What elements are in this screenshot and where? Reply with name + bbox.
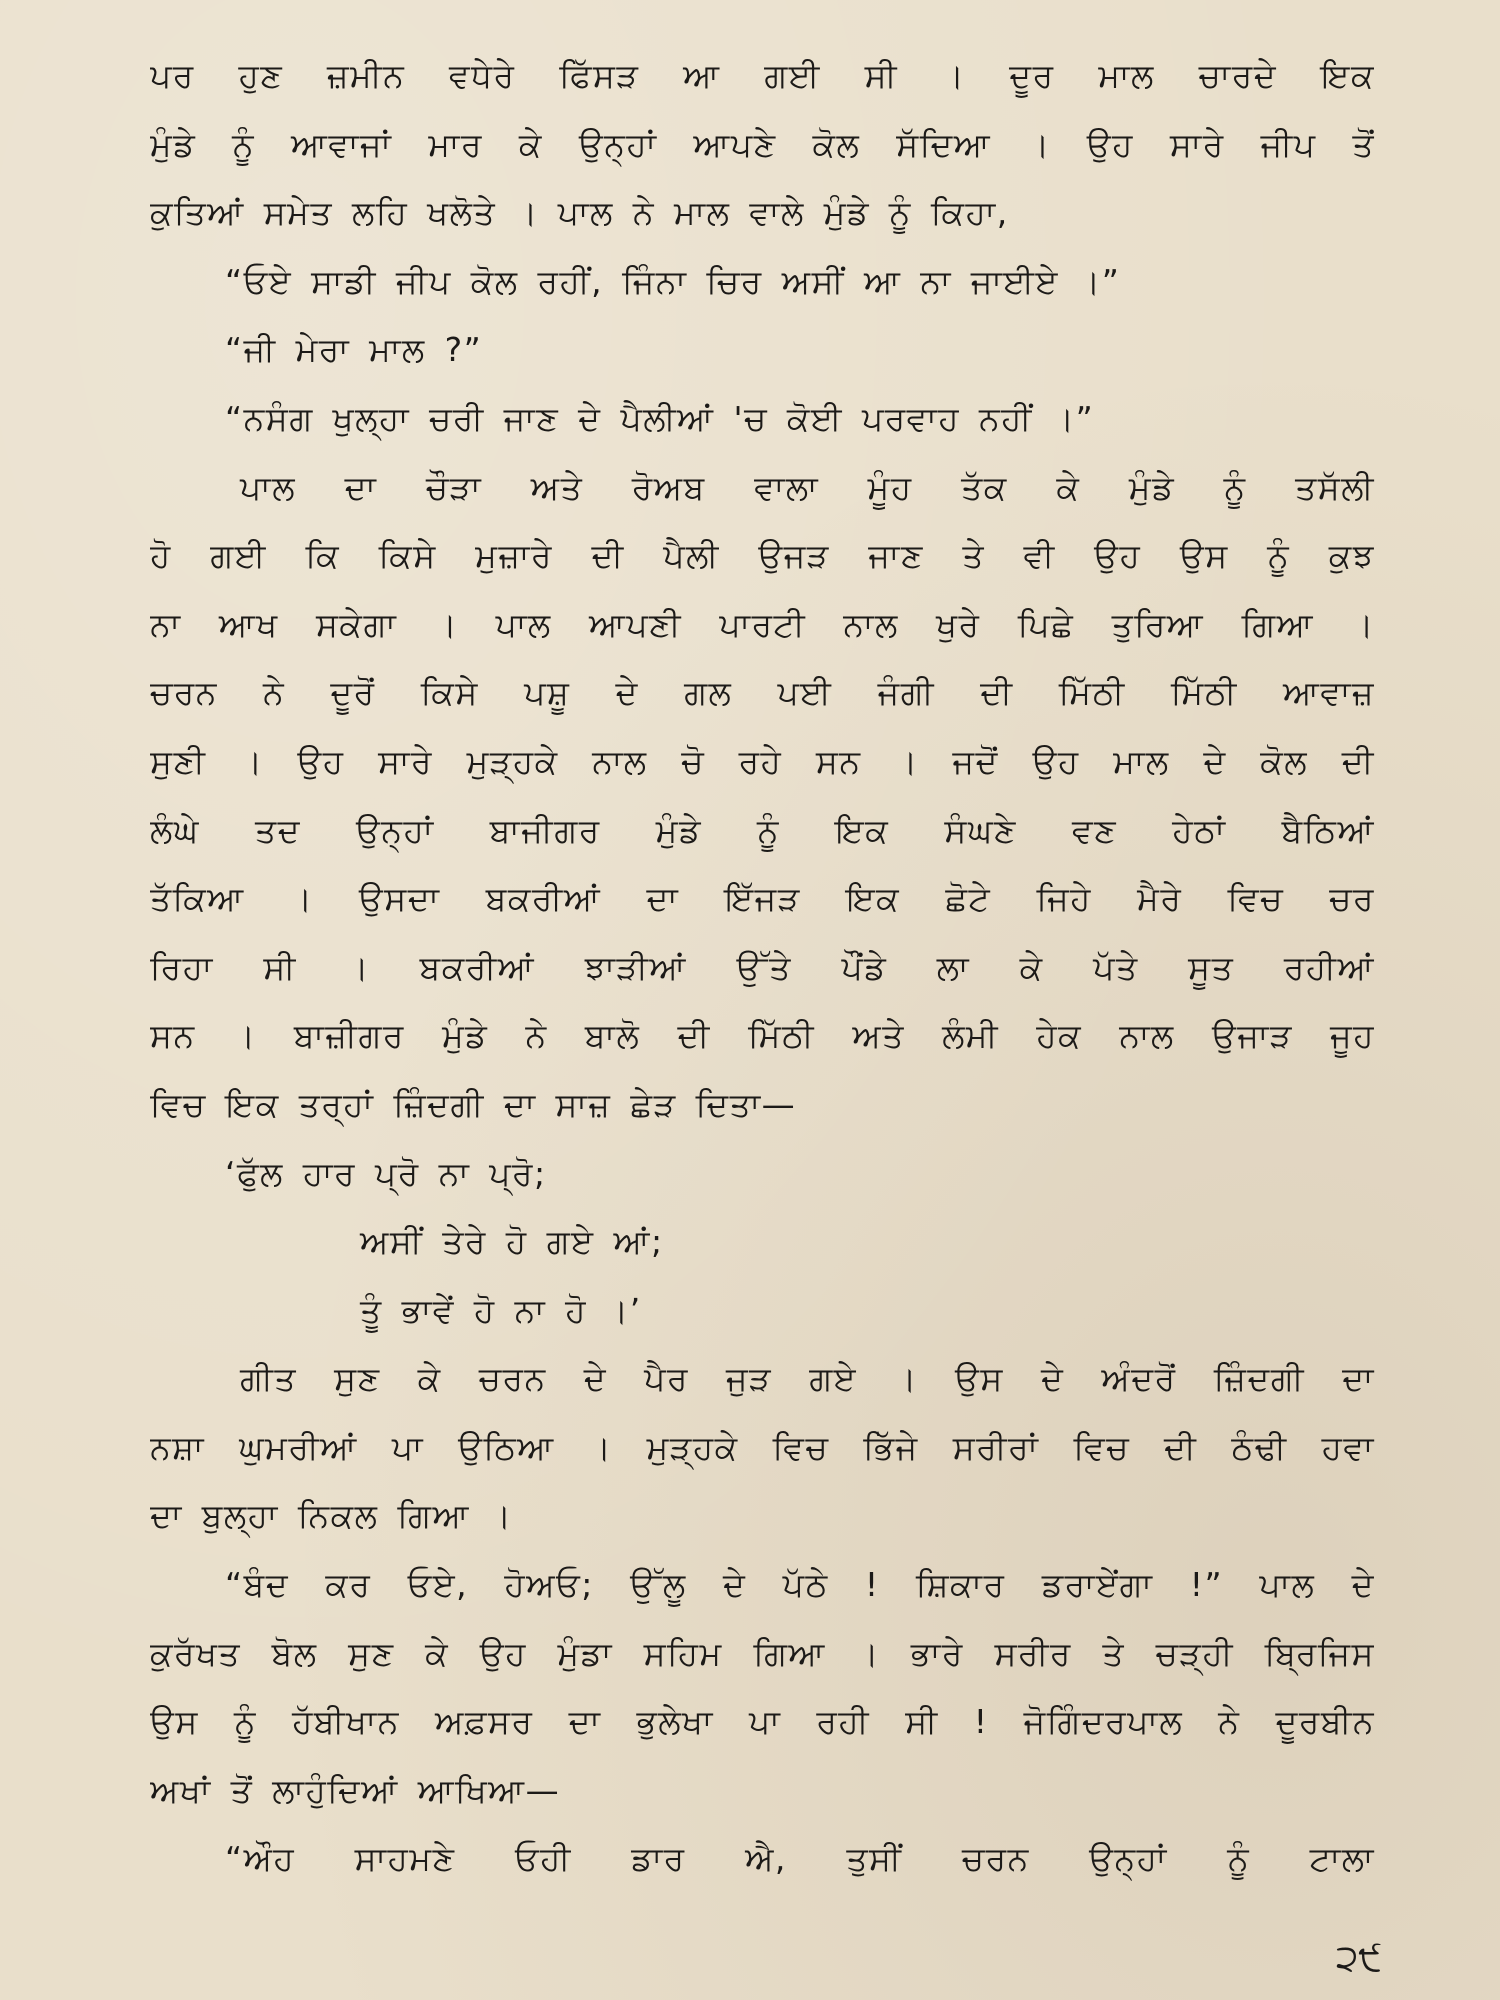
text-line: ਪਰ ਹੁਣ ਜ਼ਮੀਨ ਵਧੇਰੇ ਫਿੱਸੜ ਆ ਗਈ ਸੀ । ਦੂਰ ਮਾਲ ਚਾਰਦੇ ਇਕ [150,56,1375,95]
dialogue-line: “ਬੰਦ ਕਰ ਓਏ, ਹੋਅਓ; ਉੱਲੂ ਦੇ ਪੱਠੇ ! ਸ਼ਿਕਾਰ ਡਰਾਏਂਗਾ !” ਪਾਲ ਦੇ [225,1565,1375,1605]
text-line: ਲੰਘੇ ਤਦ ਉਨ੍ਹਾਂ ਬਾਜੀਗਰ ਮੁੰਡੇ ਨੂੰ ਇਕ ਸੰਘਣੇ ਵਣ ਹੇਠਾਂ ਬੈਠਿਆਂ [150,810,1375,850]
verse-line: ਅਸੀਂ ਤੇਰੇ ਹੋ ਗਏ ਆਂ; [360,1222,664,1262]
text-line: ਚਰਨ ਨੇ ਦੂਰੋਂ ਕਿਸੇ ਪਸ਼ੂ ਦੇ ਗਲ ਪਈ ਜੰਗੀ ਦੀ ਮਿੱਠੀ ਮਿੱਠੀ ਆਵਾਜ਼ [150,673,1375,713]
dialogue-line: “ਨਸੰਗ ਖੁਲ੍ਹਾ ਚਰੀ ਜਾਣ ਦੇ ਪੈਲੀਆਂ 'ਚ ਕੋਈ ਪਰਵਾਹ ਨਹੀਂ ।” [225,398,1095,438]
text-line: ਨਸ਼ਾ ਘੁਮਰੀਆਂ ਪਾ ਉਠਿਆ । ਮੁੜ੍ਹਕੇ ਵਿਚ ਭਿੱਜੇ ਸਰੀਰਾਂ ਵਿਚ ਦੀ ਠੰਢੀ ਹਵਾ [150,1427,1375,1467]
text-line: ਪਾਲ ਦਾ ਚੌੜਾ ਅਤੇ ਰੋਅਬ ਵਾਲਾ ਮੂੰਹ ਤੱਕ ਕੇ ਮੁੰਡੇ ਨੂੰ ਤਸੱਲੀ [240,467,1375,507]
text-line: ਮੁੰਡੇ ਨੂੰ ਆਵਾਜਾਂ ਮਾਰ ਕੇ ਉਨ੍ਹਾਂ ਆਪਣੇ ਕੋਲ ਸੱਦਿਆ । ਉਹ ਸਾਰੇ ਜੀਪ ਤੋਂ [150,124,1375,164]
text-line: ਸਨ । ਬਾਜ਼ੀਗਰ ਮੁੰਡੇ ਨੇ ਬਾਲੋ ਦੀ ਮਿੱਠੀ ਅਤੇ ਲੰਮੀ ਹੇਕ ਨਾਲ ਉਜਾੜ ਜੂਹ [150,1016,1375,1056]
text-line: ਕੁਤਿਆਂ ਸਮੇਤ ਲਹਿ ਖਲੋਤੇ । ਪਾਲ ਨੇ ਮਾਲ ਵਾਲੇ ਮੁੰਡੇ ਨੂੰ ਕਿਹਾ, [150,193,1009,233]
text-line: ਦਾ ਬੁਲ੍ਹਾ ਨਿਕਲ ਗਿਆ । [150,1496,513,1536]
verse-line: ਤੂੰ ਭਾਵੇਂ ਹੋ ਨਾ ਹੋ ।’ [360,1290,642,1330]
text-line: ਕੁਰੱਖਤ ਬੋਲ ਸੁਣ ਕੇ ਉਹ ਮੁੰਡਾ ਸਹਿਮ ਗਿਆ । ਭਾਰੇ ਸਰੀਰ ਤੇ ਚੜ੍ਹੀ ਬ੍ਰਿਜਿਸ [150,1633,1375,1673]
text-line: ਗੀਤ ਸੁਣ ਕੇ ਚਰਨ ਦੇ ਪੈਰ ਜੁੜ ਗਏ । ਉਸ ਦੇ ਅੰਦਰੋਂ ਜ਼ਿੰਦਗੀ ਦਾ [240,1359,1375,1399]
text-line: ਵਿਚ ਇਕ ਤਰ੍ਹਾਂ ਜ਼ਿੰਦਗੀ ਦਾ ਸਾਜ਼ ਛੇੜ ਦਿਤਾ— [150,1084,797,1124]
text-line: ਨਾ ਆਖ ਸਕੇਗਾ । ਪਾਲ ਆਪਣੀ ਪਾਰਟੀ ਨਾਲ ਖੁਰੇ ਪਿਛੇ ਤੁਰਿਆ ਗਿਆ । [150,604,1375,644]
text-line: ਅਖਾਂ ਤੋਂ ਲਾਹੁੰਦਿਆਂ ਆਖਿਆ— [150,1770,561,1810]
page-number: ੨੯ [1336,1938,1382,1979]
dialogue-line: “ਔਹ ਸਾਹਮਣੇ ਓਹੀ ਡਾਰ ਐ, ਤੁਸੀਂ ਚਰਨ ਉਨ੍ਹਾਂ ਨੂੰ ਟਾਲਾ [225,1839,1375,1879]
verse-line: ‘ਫੁੱਲ ਹਾਰ ਪ੍ਰੋ ਨਾ ਪ੍ਰੋ; [225,1153,547,1193]
text-line: ਰਿਹਾ ਸੀ । ਬਕਰੀਆਂ ਝਾੜੀਆਂ ਉੱਤੇ ਪੌਂਡੇ ਲਾ ਕੇ ਪੱਤੇ ਸੂਤ ਰਹੀਆਂ [150,947,1375,987]
body-text [150,42,1375,1894]
text-line: ਹੋ ਗਈ ਕਿ ਕਿਸੇ ਮੁਜ਼ਾਰੇ ਦੀ ਪੈਲੀ ਉਜੜ ਜਾਣ ਤੇ ਵੀ ਉਹ ਉਸ ਨੂੰ ਕੁਝ [150,536,1375,576]
text-line: ਉਸ ਨੂੰ ਹੱਬੀਖਾਨ ਅਫ਼ਸਰ ਦਾ ਭੁਲੇਖਾ ਪਾ ਰਹੀ ਸੀ ! ਜੋਗਿੰਦਰਪਾਲ ਨੇ ਦੂਰਬੀਨ [150,1702,1375,1742]
text-line: ਸੁਣੀ । ਉਹ ਸਾਰੇ ਮੁੜ੍ਹਕੇ ਨਾਲ ਚੋ ਰਹੇ ਸਨ । ਜਦੋਂ ਉਹ ਮਾਲ ਦੇ ਕੋਲ ਦੀ [150,741,1375,781]
text-line: ਤੱਕਿਆ । ਉਸਦਾ ਬਕਰੀਆਂ ਦਾ ਇੱਜੜ ਇਕ ਛੋਟੇ ਜਿਹੇ ਮੈਰੇ ਵਿਚ ਚਰ [150,879,1375,919]
dialogue-line: “ਜੀ ਮੇਰਾ ਮਾਲ ?” [225,330,483,370]
dialogue-line: “ਓਏ ਸਾਡੀ ਜੀਪ ਕੋਲ ਰਹੀਂ, ਜਿੰਨਾ ਚਿਰ ਅਸੀਂ ਆ ਨਾ ਜਾਈਏ ।” [225,261,1121,301]
